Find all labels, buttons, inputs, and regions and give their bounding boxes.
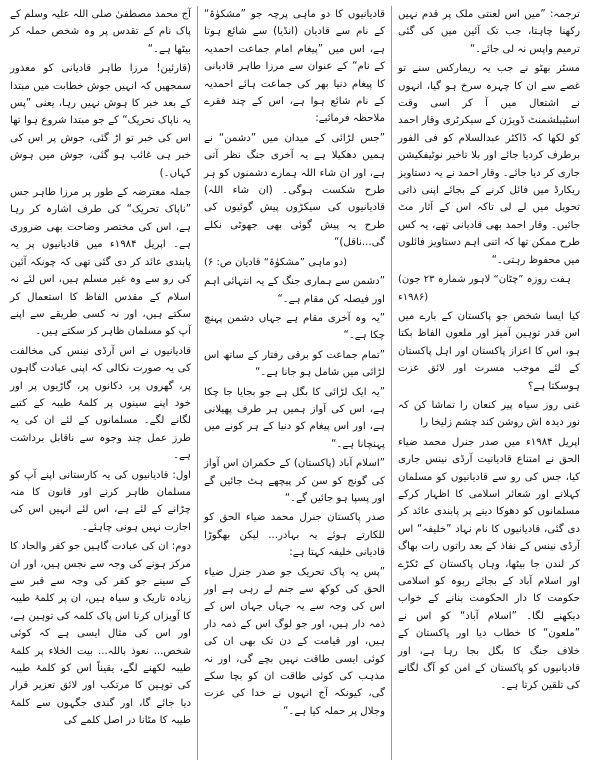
column-left bbox=[4, 6, 198, 760]
persian-couplet: غنی روز سیاہ پیر کنعان را تماشا کن کہ نور دیدہ اش روشن کند چشم زلیخا را bbox=[398, 399, 580, 429]
paragraph: ترجمہ: ”میں اس لعنتی ملک پر قدم نہیں رکھنا چاہتا، جب تک آئین میں کی گئی ترمیم واپس نہ لی جائے۔“ bbox=[398, 9, 580, 55]
quotation: ”تمام جماعت کو برقی رفتار کے ساتھ اس لڑائی میں شامل ہو جانا ہے۔“ bbox=[204, 349, 385, 379]
paragraph: صدر پاکستان جنرل محمد ضیاء الحق کو للکارتے ہوئے یہ بہادر... لیکن بھگوڑا قادیانی خلیفہ کہتا ہے: bbox=[204, 512, 385, 559]
quotation: ”دشمن سے ہماری جنگ کے یہ انتہائی اہم اور فیصلہ کن مقام ہے۔“ bbox=[204, 276, 385, 305]
paragraph: دوم: ان کی عبادت گاہیں جو کفر والحاد کا مرکز ہونے کی وجہ سے نجس ہیں، اور ان کے سینے جو کفر کی وجہ سے قبر سے زیادہ تاریک و سیاہ ہیں، ان پر کلمۂ طیبہ کا آویزاں کرنا اس پاک کلمہ کی توہین ہے، اور اس کی مثال ایسی ہے کہ کوئی شخص... نعوذ باللہ... بیت الخلاء پر کلمۂ طیبہ لکھنے لگے، یقیناً اس کو کلمۂ طیبہ کی توہین کا مرتکب اور لائق تعزیر قرار دیا جائے گا، اور گندی جگہوں سے کلمۂ طیبہ کا مٹانا در اصل کلمے کی bbox=[10, 541, 191, 727]
citation: (دو ماہی ”مشکوٰۃ“ قادیان ص: ۶) bbox=[204, 256, 348, 268]
text-columns bbox=[4, 6, 586, 760]
paragraph: آج محمد مصطفیٰ صلی اللہ علیہ وسلم کے پاک نام کے تقدس پر وہ شخص حملہ کر بیٹھا ہے۔“ bbox=[10, 9, 191, 55]
column-right bbox=[392, 6, 586, 760]
column-middle bbox=[198, 6, 392, 760]
paragraph: اول: قادیانیوں کی یہ کارستانی اپنے آپ کو مسلمان ظاہر کرنے اور قانون کا منہ چڑانے کے لئے ہے، اس لئے انہیں اس کی اجازت نہیں ہونی چاہئے۔ bbox=[10, 469, 191, 533]
quotation: ”یہ وہ آخری مقام ہے جہاں دشمن پہنچ چکا ہے۔“ bbox=[204, 312, 385, 342]
paragraph: قادیانیوں نے اس آرڈی نینس کی مخالفت کی یہ صورت نکالی کہ اپنی عبادت گاہوں پر، گھروں پر، دکانوں پر، گاڑیوں پر اور خود اپنے سینوں پر کلمۂ طیبہ کے کتبے لگانے لگے۔ مسلمانوں کے لئے ان کی یہ طرز عمل چند وجوہ سے ناقابل برداشت ہے۔ bbox=[10, 345, 191, 462]
paragraph: کیا ایسا شخص جو پاکستان کے بارے میں اس قدر توہین آمیز اور ملعون الفاظ بکتا ہو، اس کا اعزاز پاکستان اور اہل پاکستان کے لئے موجب مسرت اور لائق عزت ہوسکتا ہے؟ bbox=[398, 310, 580, 392]
paragraph: اپریل ۱۹۸۴ء میں صدر جنرل محمد ضیاء الحق نے امتناع قادیانیت آرڈی نینس جاری کیا، جس کی رو سے قادیانیوں کو مسلمان کہلانے اور شعائر اسلامی کا اظہار کرکے مسلمانوں کو دھوکا دینے پر پابندی عائد کر دی گئی، قادیانیوں کا نام نہاد ”خلیفہ“ اس آرڈی نینس کے نفاذ کے بعد راتوں رات بھاگ کر لندن جا بیٹھا، وہاں پاکستان کے ٹکڑے اور اسلام آباد کے بجائے ربوہ کو اسلامی حکومت کا دار الحکومت بنانے کے خواب دیکھنے لگا۔ ”اسلام آباد“ کو اس نے ”ملعون“ کا خطاب دیا اور پاکستان کے خلاف جنگ کا بگل بجا رہا ہے، اور قادیانیوں کو پاکستان کے امن کو آگ لگانے کی تلقین کرتا ہے۔ bbox=[398, 436, 580, 692]
citation: (ہفت روزہ ”چٹان“ لاہور شمارہ ۲۳ جون ۱۹۸۶ء) bbox=[398, 274, 571, 303]
quotation: ”اسلام آباد (پاکستان) کے حکمران اس آواز کی گونج کو سن کر پیچھے ہٹ جائیں گے اور پسپا ہو جائیں گے۔“ bbox=[204, 458, 385, 504]
quotation: ”یہ ایک لڑائی کا بگل ہے جو بجایا جا چکا ہے، اس کی آواز ہمیں ہر طرف پھیلانی ہے، اور اس پیغام کو دنیا کے ہر کونے میں پہنچانا ہے۔“ bbox=[204, 386, 385, 450]
quotation: ”پس یہ پاک تحریک جو صدر جنرل ضیاء الحق کی کوکھ سے جنم لے رہی ہے اور اس کی وجہ سے یہ جہاں جہاں اس کے ذمہ دار ہیں، اور جو لوگ اس کے ذمہ دار ہیں، اور قیامت کے دن تک بھی ان کی کوئی ایسی طاقت نہیں بچے گی، اور نہ مذہب کی کوئی طاقت ان کو بچا سکے گی، کیونکہ آج انہوں نے خدا کی عزت وجلال پر حملہ کیا ہے۔“ bbox=[204, 566, 385, 717]
editorial-note: (قارئین! مرزا طاہر قادیانی کو معذور سمجھیں کہ انہیں جوش خطابت میں مبتدا کے بعد خبر کا ہوش نہیں رہا، یعنی ”پس یہ ناپاک تحریک“ کے جو مبتدا شروع ہوا تھا اس کی خبر تو اڑ گئی، جوش پر اس کی خبر ہی غائب ہو گئی، جوش میں ہوش کہاں۔) bbox=[10, 63, 191, 179]
quotation: ”جس لڑائی کے میدان میں ”دشمن“ نے ہمیں دھکیلا ہے یہ آخری جنگ نظر آتی ہے، اور ان شاء اللہ ہمارے دشمنوں کو ہر طرح شکست ہوگی۔ (ان شاء اللہ) قادیانیوں کی سیکڑوں پیش گوئیوں کی طرح یہ پیش گوئی بھی جھوٹی نکلے گی...ناقل)“ bbox=[204, 132, 385, 249]
paragraph: مسٹر بھٹو نے جب یہ ریمارکس سنے تو غصے سے ان کا چہرہ سرخ ہو گیا، انہوں نے اشتعال میں آ کر اسی وقت اسٹیبلشمنٹ ڈویژن کے سیکرٹری وقار احمد کو لکھا کہ ڈاکٹر عبدالسلام کو فی الفور برطرف کردیا جائے اور بلا تاخیر نوٹیفکیشن جاری کر دیا جائے۔ وقار احمد نے یہ دستاویز ریکارڈ میں فائل کرنے کے بجائے اپنی ذاتی تحویل میں لے لی تاکہ اس کے آثار مٹ جائیں۔ وقار احمد بھی قادیانی تھے، یہ کس طرح ممکن تھا کہ اتنی اہم دستاویز فائلوں میں محفوظ رہتی۔“ bbox=[398, 63, 580, 266]
paragraph: قادیانیوں کا دو ماہی پرچہ جو ”مشکوٰۃ“ کے نام سے قادیان (انڈیا) سے شائع ہوتا ہے، اس میں ”پیغام امام جماعت احمدیہ کے نام“ کے عنوان سے مرزا طاہر قادیانی کا پیغام دنیا بھر کی جماعت ہائے احمدیہ کے نام شائع ہوا ہے، اس کے چند فقرے ملاحظہ فرمائیے: bbox=[204, 9, 385, 125]
paragraph: جملہ معترضہ کے طور پر مرزا طاہر جس ”ناپاک تحریک“ کی طرف اشارہ کر رہا ہے، اس کی مختصر وضاحت بھی ضروری ہے۔ اپریل ۱۹۸۴ء میں قادیانیوں پر یہ پابندی عائد کر دی گئی تھی کہ چونکہ آئین کی رو سے وہ غیر مسلم ہیں، اس لئے نہ اسلام کے مقدس الفاظ کا استعمال کر سکتے ہیں، اور نہ کسی طریقے سے اپنے آپ کو مسلمان ظاہر کر سکتے ہیں۔ bbox=[10, 187, 191, 338]
